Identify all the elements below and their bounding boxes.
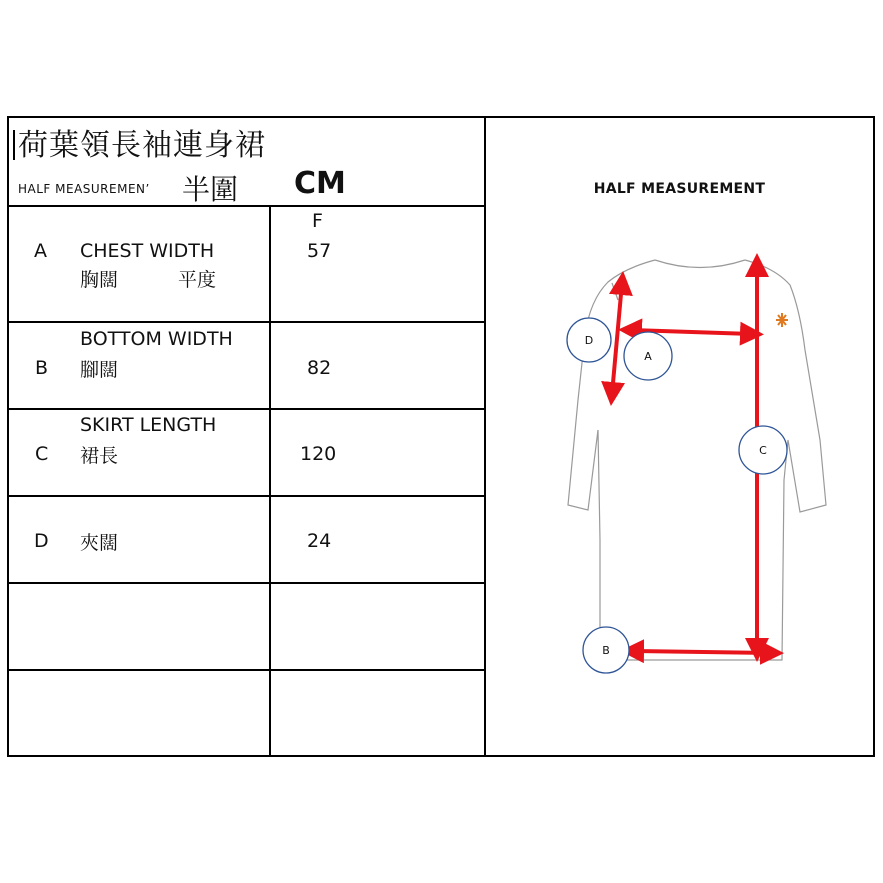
arrow-b [632,651,772,653]
size-header: F [312,210,323,232]
row-c-label-cn: 裙長 [80,445,119,467]
half-measurement-label: HALF MEASUREMEN’ [18,182,150,196]
row-b-value: 82 [307,357,332,379]
row-divider-4 [7,582,486,584]
row-divider-3 [7,495,486,497]
row-c-letter: C [35,443,49,465]
row-d-value: 24 [307,530,332,552]
row-divider-5 [7,669,486,671]
garment-measurement-diagram [486,200,875,756]
row-d-label-cn: 夾闊 [80,532,119,554]
row-a-label-cn: 胸闊 [80,269,119,291]
row-b-letter: B [35,357,49,379]
row-a-letter: A [34,240,47,262]
column-divider [269,205,271,757]
marker-c-label: C [759,444,767,457]
marker-a-label: A [644,350,652,363]
row-c-value: 120 [300,443,337,465]
row-divider-1 [7,321,486,323]
title-cursor-mark [13,130,15,160]
row-divider-2 [7,408,486,410]
half-measurement-cjk-label: 半圍 [182,173,239,206]
marker-b-label: B [602,644,610,657]
arrow-d [612,283,622,394]
logo-icon [776,313,788,327]
row-b-label-en: BOTTOM WIDTH [80,328,233,350]
row-d-letter: D [34,530,49,552]
row-b-label-cn: 腳闊 [80,359,119,381]
header-divider [7,205,486,207]
row-a-label-en: CHEST WIDTH [80,240,215,262]
row-a-note-cn: 平度 [178,269,217,291]
row-c-label-en: SKIRT LENGTH [80,414,217,436]
row-a-value: 57 [307,240,332,262]
diagram-heading: HALF MEASUREMENT [593,181,766,197]
unit-label: CM [294,166,346,201]
marker-d-label: D [584,334,594,347]
product-title: 荷葉領長袖連身裙 [18,128,266,163]
